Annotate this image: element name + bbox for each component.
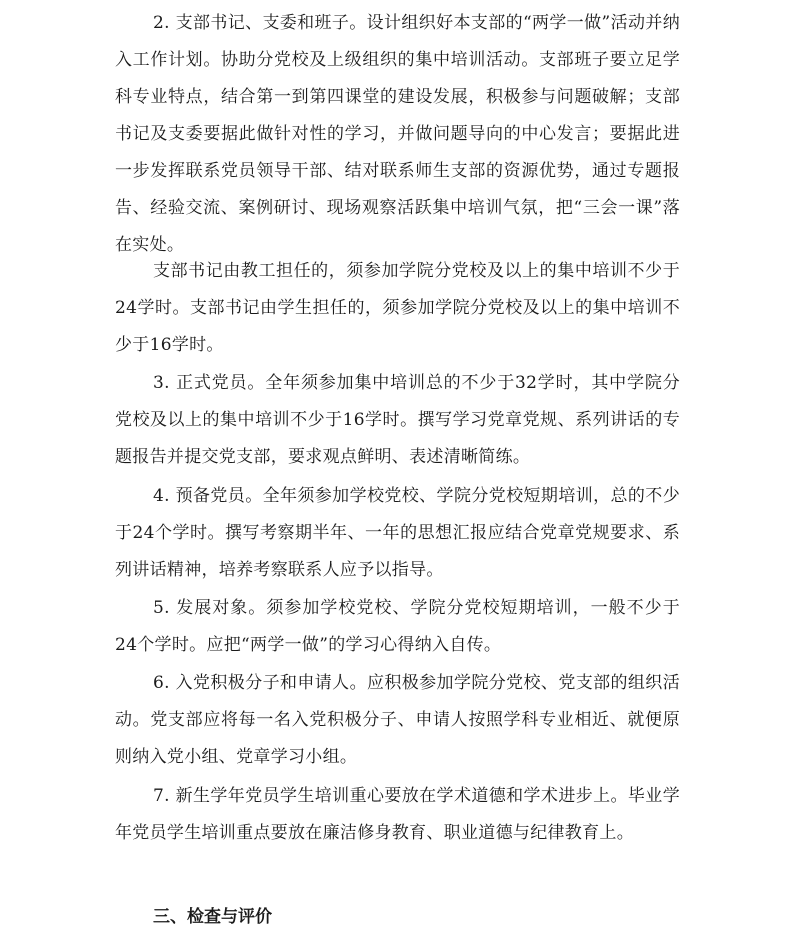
paragraph-activists-applicants: 6. 入党积极分子和申请人。应积极参加学院分党校、党支部的组织活动。党支部应将每一名入党积极分子、申请人按照学科专业相近、就便原则纳入党小组、党章学习小组。 bbox=[115, 673, 680, 767]
paragraph-full-members: 3. 正式党员。全年须参加集中培训总的不少于32学时，其中学院分党校及以上的集中培训不少于16学时。撰写学习党章党规、系列讲话的专题报告并提交党支部，要求观点鲜明、表述清晰简练。 bbox=[115, 373, 680, 467]
paragraph-probationary-members: 4. 预备党员。全年须参加学校党校、学院分党校短期培训，总的不少于24个学时。撰写考察期半年、一年的思想汇报应结合党章党规要求、系列讲话精神，培养考察联系人应予以指导。 bbox=[115, 486, 680, 580]
paragraph-development-targets: 5. 发展对象。须参加学校党校、学院分党校短期培训，一般不少于24个学时。应把“两学一做”的学习心得纳入自传。 bbox=[115, 598, 680, 655]
paragraph-secretary-training-hours: 支部书记由教工担任的，须参加学院分党校及以上的集中培训不少于24学时。支部书记由学生担任的，须参加学院分党校及以上的集中培训不少于16学时。 bbox=[115, 261, 680, 355]
paragraph-branch-secretary: 2. 支部书记、支委和班子。设计组织好本支部的“两学一做”活动并纳入工作计划。协助分党校及上级组织的集中培训活动。支部班子要立足学科专业特点，结合第一到第四课堂的建设发展，积极参与问题破解；支部书记及支委要据此做针对性的学习，并做问题导向的中心发言；要据此进一步发挥联系党员领导干部、结对联系师生支部的资源优势，通过专题报告、经验交流、案例研讨、现场观察活跃集中培训气氛，把“三会一课”落在实处。 bbox=[115, 13, 680, 255]
section-heading: 三、检查与评价 bbox=[153, 907, 272, 927]
paragraph-student-training-focus: 7. 新生学年党员学生培训重心要放在学术道德和学术进步上。毕业学年党员学生培训重点要放在廉洁修身教育、职业道德与纪律教育上。 bbox=[115, 786, 680, 843]
